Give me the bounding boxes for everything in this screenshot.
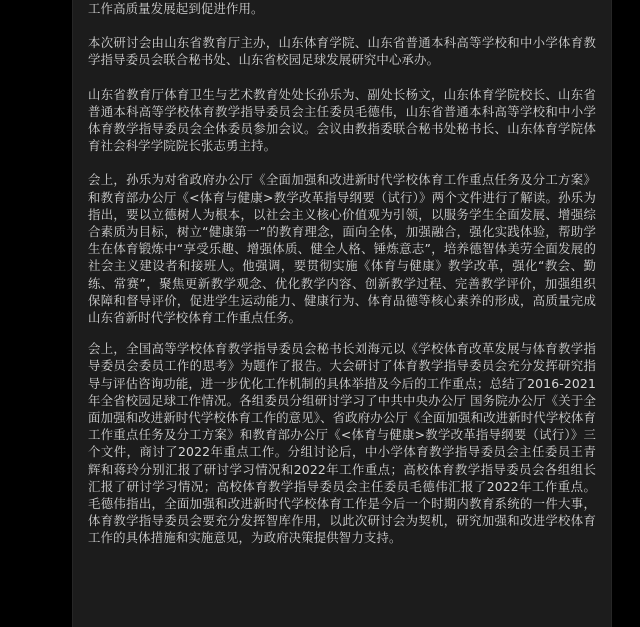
article-paragraph-intro-tail: 工作高质量发展起到促进作用。 <box>88 1 264 16</box>
article-paragraph-sun-lewei-speech: 会上，孙乐为对省政府办公厅《全面加强和改进新时代学校体育工作重点任务及分工方案》和教育部办公厅《<体育与健康>教学改革指导纲要（试行）》两个文件进行了解读。孙乐为指出，要以立德树人为根本，以社会主义核心价值观为引领，以服务学生全面发展、增强综合素质为目标，树立“健康第一”的教育理念，面向全体，加强融合，强化实践体验，帮助学生在体育锻炼中“享受乐趣、增强体质、健全人格、锤炼意志”，培养德智体美劳全面发展的社会主义建设者和接班人。他强调，要贯彻实施《体育与健康》教学改革，强化“教会、勤练、常赛”，聚焦更新教学观念、优化教学内容、创新教学过程、完善教学评价，加强组织保障和督导评价，促进学生运动能力、健康行为、体育品德等核心素养的形成，高质量完成山东省新时代学校体育工作重点任务。 <box>88 172 596 326</box>
article-paragraph-organizers: 本次研讨会由山东省教育厅主办，山东体育学院、山东省普通本科高等学校和中小学体育教学指导委员会联合秘书处、山东省校园足球发展研究中心承办。 <box>88 35 596 68</box>
article-paragraph-attendees: 山东省教育厅体育卫生与艺术教育处处长孙乐为、副处长杨文，山东体育学院校长、山东省普通本科高等学校体育教学指导委员会主任委员毛德伟，山东省普通本科高等学校和中小学体育教学指导委员会全体委员参加会议。会议由教指委联合秘书处秘书长、山东体育学院体育社会科学学院院长张志勇主持。 <box>88 86 596 154</box>
article-body <box>88 0 596 547</box>
article-paragraph-liu-haiyuan-report: 会上，全国高等学校体育教学指导委员会秘书长刘海元以《学校体育改革发展与体育教学指导委员会委员工作的思考》为题作了报告。大会研讨了体育教学指导委员会充分发挥研究指导与评估咨询功能，进一步优化工作机制的具体举措及今后的工作重点；总结了2016-2021年全省校园足球工作情况。各组委员分组研讨学习了中共中央办公厅 国务院办公厅《关于全面加强和改进新时代学校体育工作的意见》、省政府办公厅《全面加强和改进新时代学校体育工作重点任务及分工方案》和教育部办公厅《<体育与健康>教学改革指导纲要（试行）》三个文件，商讨了2022年重点工作。分组讨论后，中小学体育教学指导委员会主任委员王青辉和蒋玲分别汇报了研讨学习情况和2022年工作重点；高校体育教学指导委员会各组组长汇报了研讨学习情况；高校体育教学指导委员会主任委员毛德伟汇报了2022年工作重点。毛德伟指出，全面加强和改进新时代学校体育工作是今后一个时期内教育系统的一件大事，体育教学指导委员会要充分发挥智库作用，以此次研讨会为契机，研究加强和改进学校体育工作的具体措施和实施意见，为政府决策提供智力支持。 <box>88 341 596 546</box>
